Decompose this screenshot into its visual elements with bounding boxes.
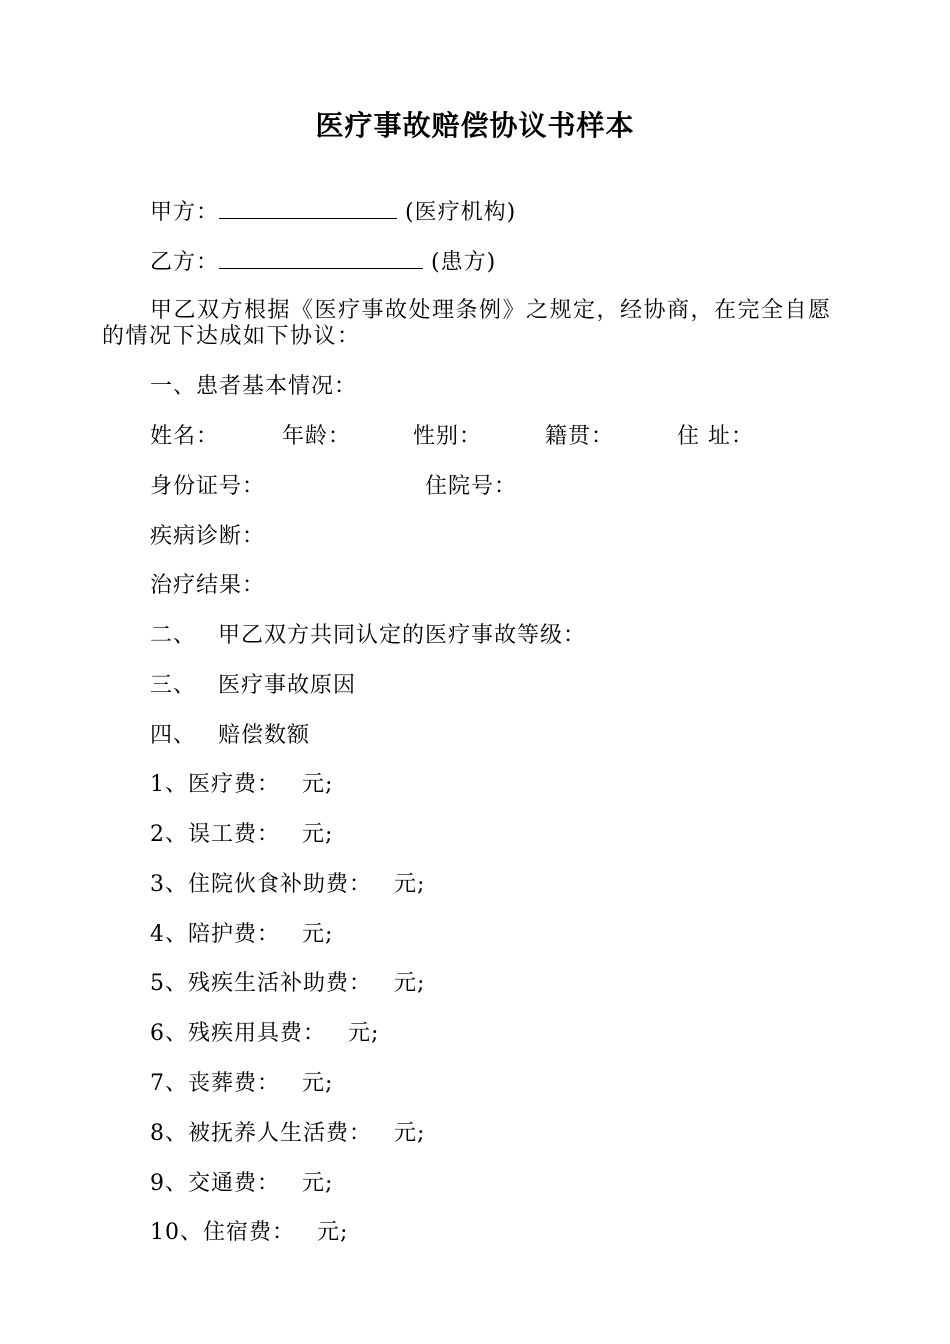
party-b-blank bbox=[219, 248, 423, 269]
item-unit: 元; bbox=[317, 1220, 349, 1245]
compensation-item bbox=[150, 970, 425, 998]
compensation-item bbox=[150, 1020, 379, 1048]
item-label: 3、住院伙食补助费： bbox=[150, 872, 372, 897]
compensation-item bbox=[150, 1120, 425, 1148]
compensation-item bbox=[150, 1070, 333, 1098]
age-field-label: 年龄： bbox=[282, 424, 352, 449]
section1-heading: 一、患者基本情况： bbox=[150, 374, 358, 399]
native-place-field-label: 籍贯： bbox=[545, 424, 615, 449]
compensation-item bbox=[150, 871, 425, 899]
item-unit: 元; bbox=[302, 922, 334, 947]
compensation-item bbox=[150, 921, 333, 949]
item-label: 1、医疗费： bbox=[150, 772, 280, 797]
party-a-label: 甲方： bbox=[150, 200, 220, 225]
item-unit: 元; bbox=[302, 1071, 334, 1096]
item-unit: 元; bbox=[302, 1171, 334, 1196]
party-a-note: (医疗机构) bbox=[405, 200, 517, 225]
section2-line bbox=[150, 622, 586, 650]
item-label: 10、住宿费： bbox=[150, 1220, 295, 1245]
section4-number: 四、 bbox=[150, 723, 197, 748]
item-unit: 元; bbox=[302, 772, 334, 797]
item-label: 6、残疾用具费： bbox=[150, 1021, 326, 1046]
party-b-label: 乙方： bbox=[150, 250, 220, 275]
page-title: 医疗事故赔偿协议书样本 bbox=[315, 109, 635, 142]
name-field-label: 姓名： bbox=[150, 424, 220, 449]
gender-field-label: 性别： bbox=[413, 424, 483, 449]
party-b-note: (患方) bbox=[431, 250, 497, 275]
section3-number: 三、 bbox=[150, 673, 197, 698]
party-a-line bbox=[150, 198, 516, 227]
section2-text: 甲乙双方共同认定的医疗事故等级： bbox=[218, 623, 587, 648]
item-label: 8、被抚养人生活费： bbox=[150, 1121, 372, 1146]
section4-line bbox=[150, 722, 310, 750]
compensation-item bbox=[150, 821, 333, 849]
intro-paragraph: 甲乙双方根据《医疗事故处理条例》之规定，经协商，在完全自愿的情况下达成如下协议： bbox=[102, 298, 832, 349]
item-unit: 元; bbox=[348, 1021, 380, 1046]
section3-line bbox=[150, 672, 356, 700]
item-label: 2、误工费： bbox=[150, 822, 280, 847]
section4-text: 赔偿数额 bbox=[218, 723, 311, 748]
section3-text: 医疗事故原因 bbox=[218, 673, 357, 698]
item-label: 9、交通费： bbox=[150, 1171, 280, 1196]
item-unit: 元; bbox=[302, 822, 334, 847]
id-number-label: 身份证号： bbox=[150, 474, 266, 499]
compensation-item bbox=[150, 771, 333, 799]
compensation-item bbox=[150, 1219, 348, 1247]
item-label: 5、残疾生活补助费： bbox=[150, 971, 372, 996]
item-unit: 元; bbox=[394, 971, 426, 996]
section2-number: 二、 bbox=[150, 623, 197, 648]
item-label: 4、陪护费： bbox=[150, 922, 280, 947]
diagnosis-label: 疾病诊断： bbox=[150, 524, 266, 549]
admission-number-label: 住院号： bbox=[425, 474, 518, 499]
treatment-result-label: 治疗结果： bbox=[150, 573, 266, 598]
item-unit: 元; bbox=[394, 872, 426, 897]
party-b-line bbox=[150, 248, 496, 277]
party-a-blank bbox=[219, 198, 397, 219]
address-field-label: 住 址： bbox=[677, 424, 754, 449]
item-unit: 元; bbox=[394, 1121, 426, 1146]
compensation-item bbox=[150, 1170, 333, 1198]
item-label: 7、丧葬费： bbox=[150, 1071, 280, 1096]
